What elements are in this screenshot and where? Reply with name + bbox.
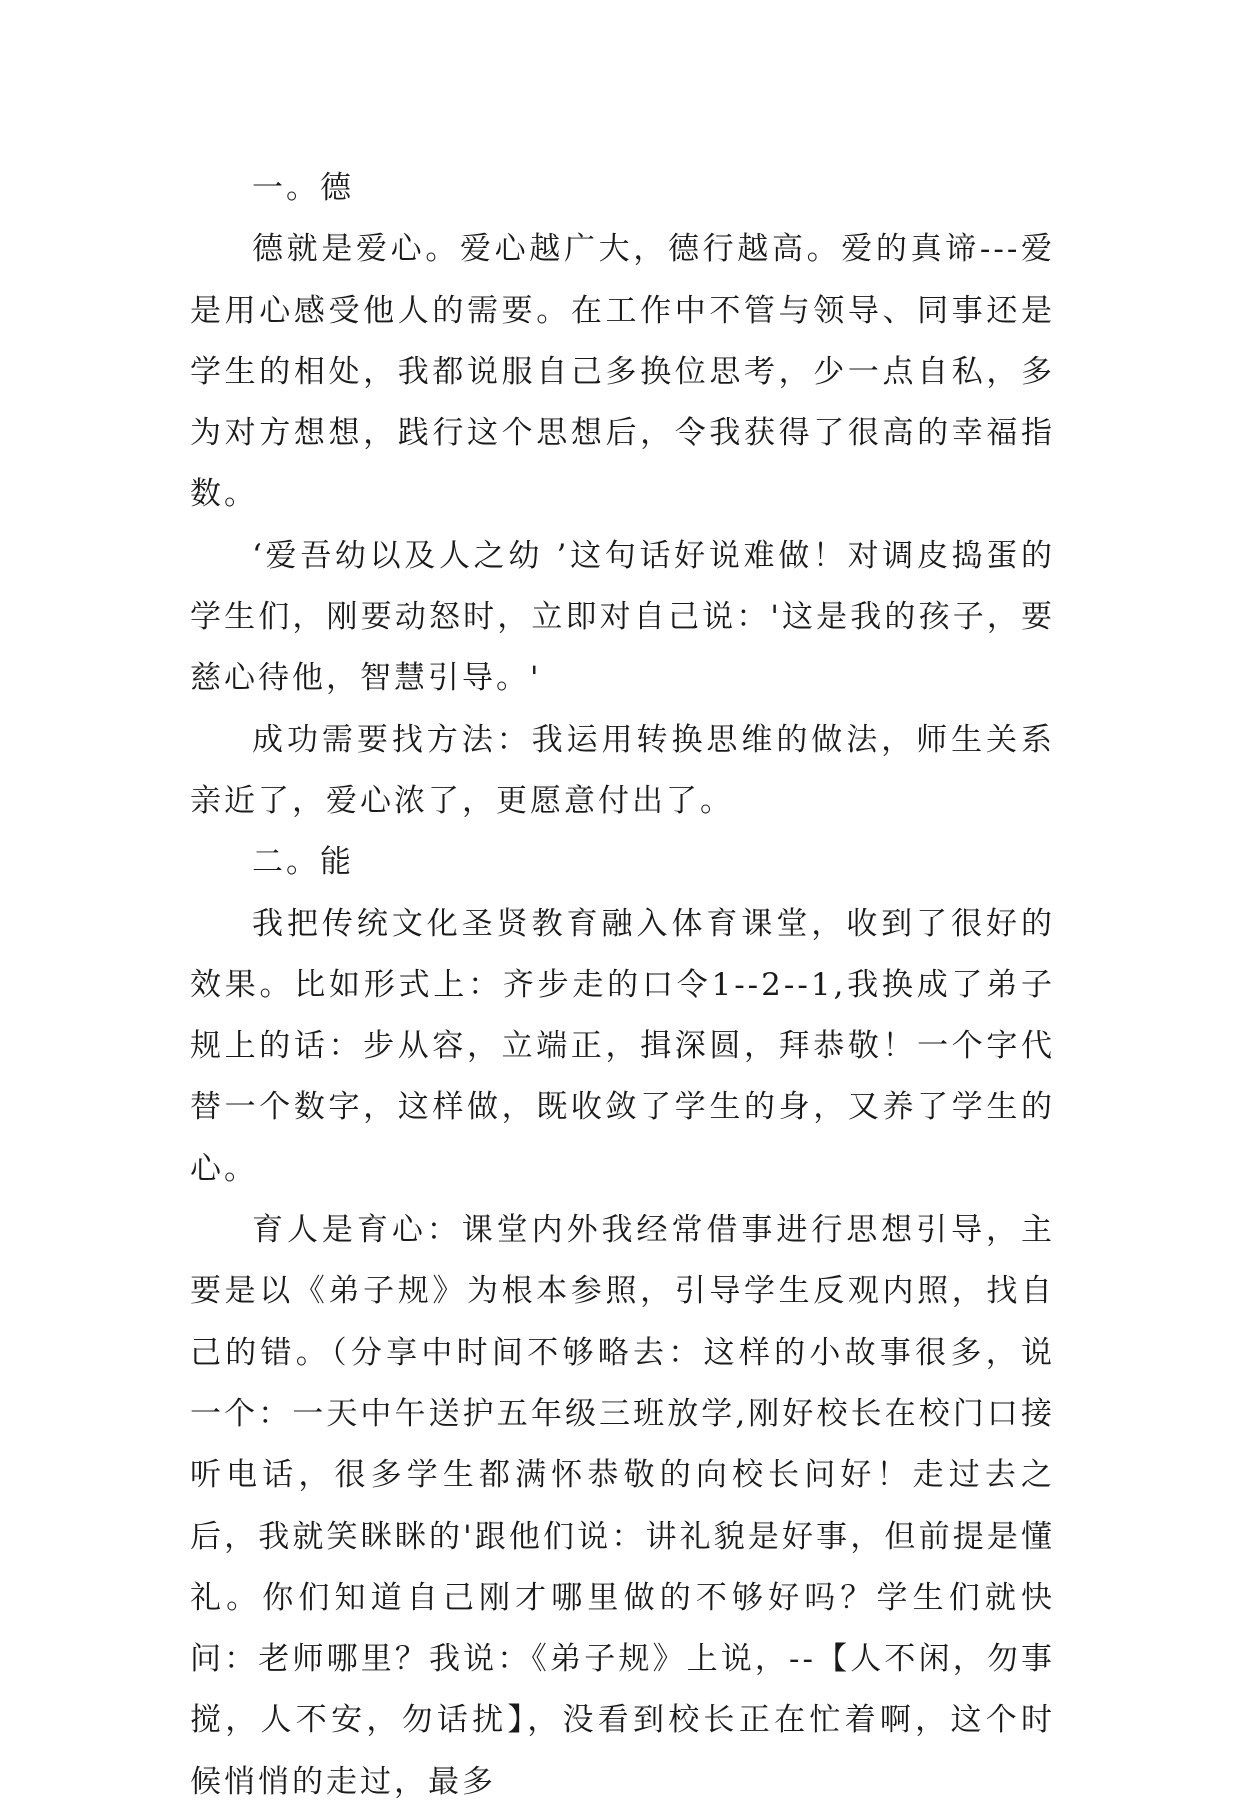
paragraph: ‘爱吾幼以及人之幼 ’这句话好说难做！对调皮捣蛋的学生们，刚要动怒时，立即对自己说：'这是我的孩子，要慈心待他，智慧引导。' <box>190 537 1055 697</box>
paragraph: 成功需要找方法：我运用转换思维的做法，师生关系亲近了，爱心浓了，更愿意付出了。 <box>190 721 1055 819</box>
paragraph: 育人是育心：课堂内外我经常借事进行思想引导，主要是以《弟子规》为根本参照，引导学生反观内照，找自己的错。（分享中时间不够略去：这样的小故事很多，说一个：一天中午送护五年级三班放学,刚好校长在校门口接听电话，很多学生都满怀恭敬的向校长问好！走过去之后，我就笑眯眯的'跟他们说：讲礼貌是好事，但前提是懂礼。你们知道自己刚才哪里做的不够好吗？学生们就快问：老师哪里？我说：《弟子规》上说，--【人不闲，勿事搅，人不安，勿话扰】，没看到校长正在忙着啊，这个时候悄悄的走过，最多 <box>190 1212 1055 1800</box>
document-body <box>190 158 1055 1813</box>
section-heading-neng: 二。能 <box>252 844 354 881</box>
paragraph: 我把传统文化圣贤教育融入体育课堂，收到了很好的效果。比如形式上：齐步走的口令1--2--1,我换成了弟子规上的话：步从容，立端正，揖深圆，拜恭敬！一个字代替一个数字，这样做，既收敛了学生的身，又养了学生的心。 <box>190 905 1055 1187</box>
section-heading-de: 一。德 <box>252 170 354 206</box>
paragraph: 德就是爱心。爱心越广大，德行越高。爱的真谛---爱是用心感受他人的需要。在工作中不管与领导、同事还是学生的相处，我都说服自己多换位思考，少一点自私，多为对方想想，践行这个思想后，令我获得了很高的幸福指数。 <box>190 231 1055 513</box>
